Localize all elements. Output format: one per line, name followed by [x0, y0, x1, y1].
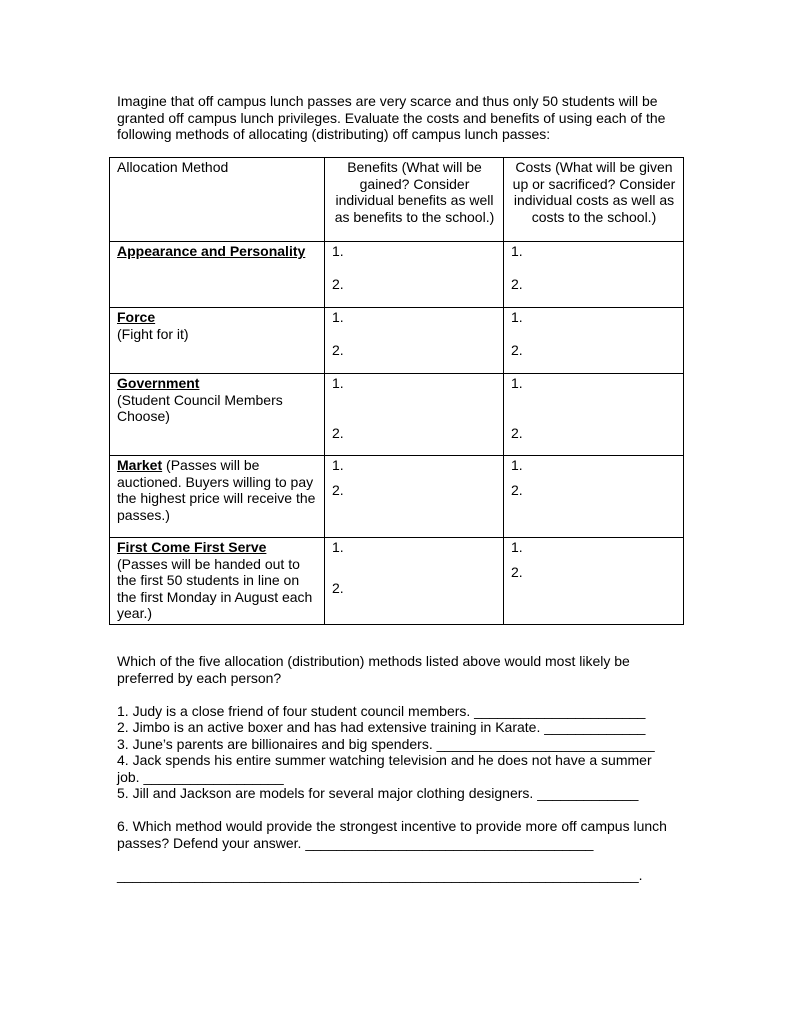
benefit-item: 2. — [332, 481, 344, 498]
question-6: 6. Which method would provide the strongest incentive to provide more off campus lunch passes? Defend your answer. _____________________________________ — [117, 818, 667, 851]
benefits-cell — [325, 374, 504, 456]
method-name: Market — [117, 457, 163, 473]
table-row — [110, 308, 684, 374]
benefit-item: 1. — [332, 375, 344, 391]
method-cell — [110, 242, 325, 308]
questions-section — [117, 653, 677, 851]
header-allocation-method: Allocation Method — [110, 158, 325, 242]
table-header-row — [110, 158, 684, 242]
cost-item: 2. — [511, 342, 523, 358]
question-1: 1. Judy is a close friend of four student council members. ______________________ — [117, 702, 646, 719]
costs-cell — [504, 374, 684, 456]
cost-item: 2. — [511, 424, 523, 441]
allocation-table — [109, 157, 684, 625]
cost-item: 1. — [511, 539, 523, 555]
method-name: Force — [117, 309, 156, 325]
method-description: (Passes will be auctioned. Buyers willing to pay the highest price will receive the passes.) — [117, 457, 316, 523]
answer-line: ___________________________________________________________________. — [117, 867, 643, 883]
method-cell — [110, 308, 325, 374]
benefit-item: 1. — [332, 309, 344, 325]
benefit-item: 2. — [332, 579, 344, 596]
method-cell — [110, 538, 325, 625]
method-description: (Fight for it) — [117, 325, 189, 342]
benefits-cell — [325, 242, 504, 308]
header-costs: Costs (What will be given up or sacrificed? Consider individual costs as well as costs to the school.) — [504, 158, 684, 242]
benefit-item: 1. — [332, 539, 344, 555]
question-4: 4. Jack spends his entire summer watching television and he does not have a summer job. __________________ — [117, 752, 652, 785]
questions-prompt: Which of the five allocation (distribution) methods listed above would most likely be preferred by each person? — [117, 653, 630, 686]
cost-item: 1. — [511, 309, 523, 325]
costs-cell — [504, 538, 684, 625]
benefits-cell — [325, 538, 504, 625]
method-name: First Come First Serve — [117, 539, 267, 555]
benefits-cell — [325, 456, 504, 538]
method-cell — [110, 456, 325, 538]
benefit-item: 1. — [332, 243, 344, 259]
benefits-cell — [325, 308, 504, 374]
intro-paragraph: Imagine that off campus lunch passes are very scarce and thus only 50 students will be granted off campus lunch privileges. Evaluate the costs and benefits of using each of the following methods of allocating (distributing) off campus lunch passes: — [117, 93, 666, 142]
question-2: 2. Jimbo is an active boxer and has had extensive training in Karate. _____________ — [117, 719, 646, 735]
method-description: (Passes will be handed out to the first 50 students in line on the first Monday in August each year.) — [117, 555, 313, 621]
method-description: (Student Council Members Choose) — [117, 391, 283, 424]
cost-item: 1. — [511, 457, 523, 473]
costs-cell — [504, 308, 684, 374]
method-name: Government — [117, 375, 200, 391]
question-5: 5. Jill and Jackson are models for several major clothing designers. _____________ — [117, 785, 639, 801]
table-row — [110, 538, 684, 625]
benefit-item: 2. — [332, 276, 344, 292]
table-row — [110, 374, 684, 456]
method-name: Appearance and Personality — [117, 243, 306, 259]
benefit-item: 2. — [332, 342, 344, 358]
cost-item: 1. — [511, 243, 523, 259]
method-cell — [110, 374, 325, 456]
costs-cell — [504, 456, 684, 538]
benefit-item: 2. — [332, 424, 344, 441]
benefit-item: 1. — [332, 457, 344, 473]
table-row — [110, 242, 684, 308]
cost-item: 2. — [511, 276, 523, 292]
cost-item: 2. — [511, 563, 523, 580]
question-3: 3. June’s parents are billionaires and big spenders. ____________________________ — [117, 735, 655, 752]
cost-item: 1. — [511, 375, 523, 391]
header-benefits: Benefits (What will be gained? Consider individual benefits as well as benefits to the school.) — [325, 158, 504, 242]
cost-item: 2. — [511, 481, 523, 498]
costs-cell — [504, 242, 684, 308]
table-row — [110, 456, 684, 538]
